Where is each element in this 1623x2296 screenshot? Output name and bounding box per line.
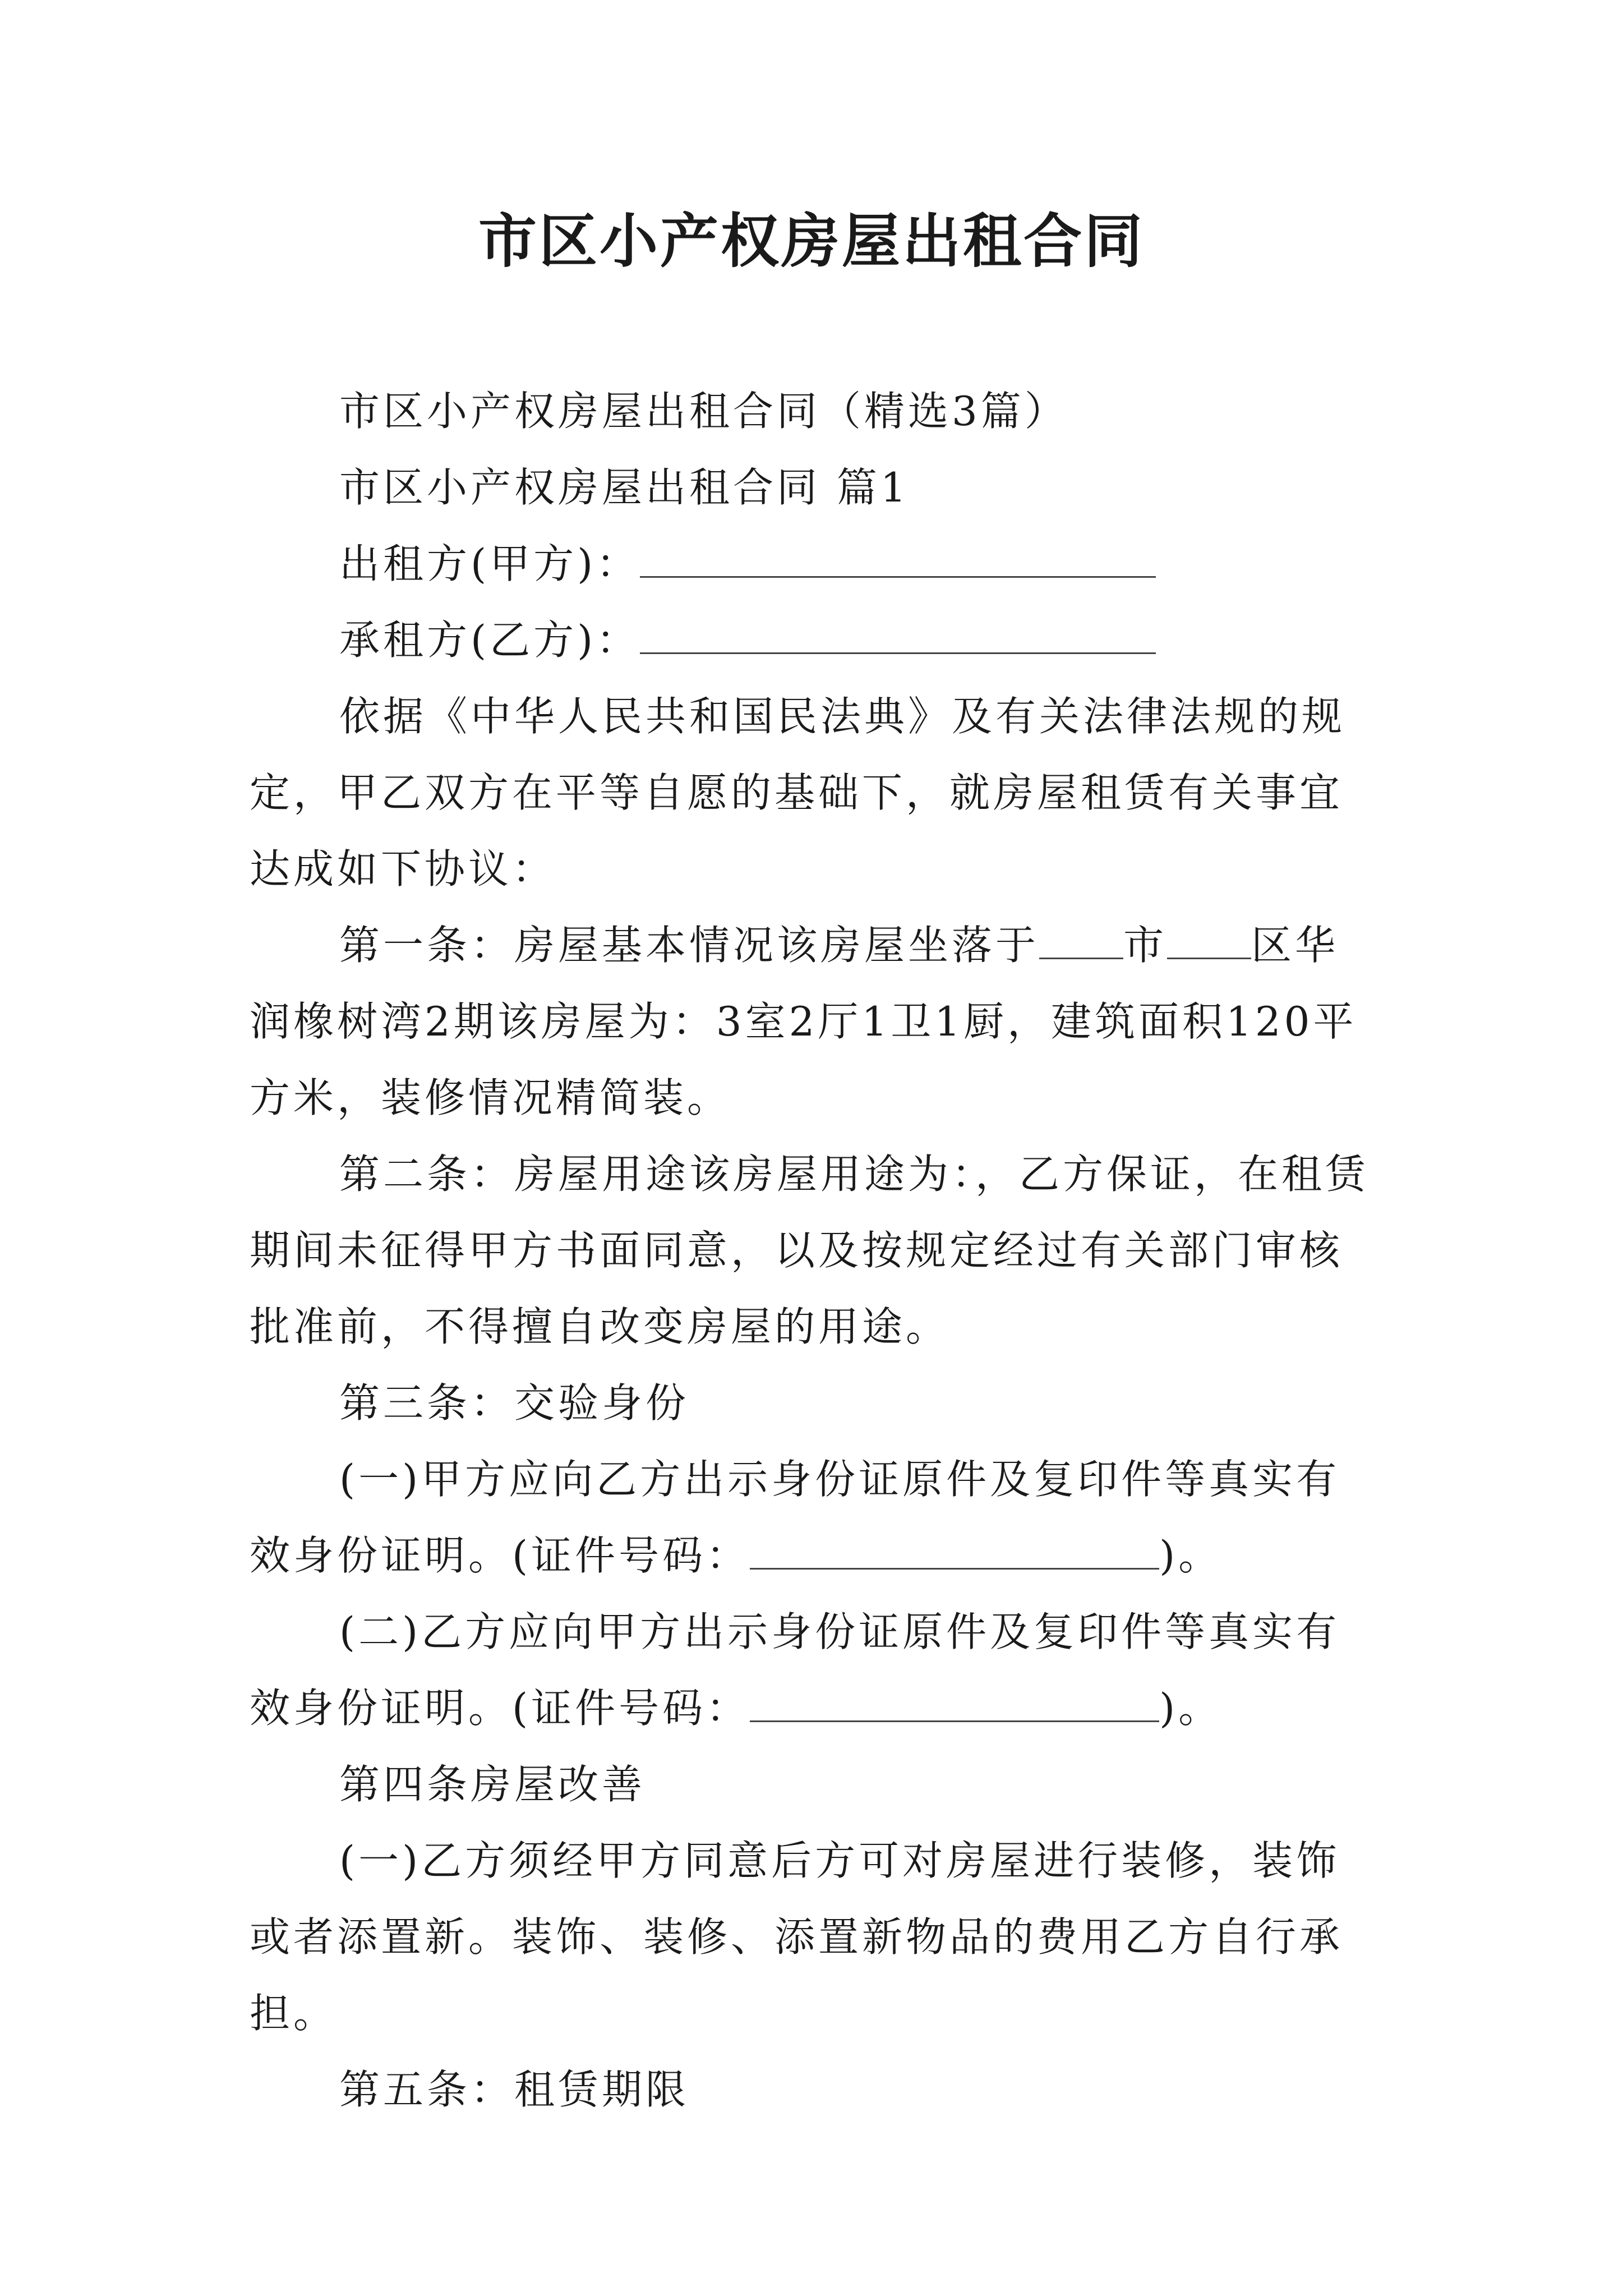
article-4-title: 第四条房屋改善 bbox=[339, 1761, 646, 1808]
article-1-city: 市 bbox=[1123, 922, 1168, 969]
party-b-blank bbox=[640, 616, 1156, 654]
article-1-rest: 区华润橡树湾2期该房屋为：3室2厅1卫1厨，建筑面积120平方米，装修情况精简装。 bbox=[250, 922, 1357, 1121]
article-2: 第二条：房屋用途该房屋用途为：，乙方保证，在租赁期间未征得甲方书面同意，以及按规定经过有关部门审核批准前，不得擅自改变房屋的用途。 bbox=[250, 1151, 1370, 1350]
party-a-line bbox=[250, 526, 1382, 602]
party-a-label: 出租方(甲方)： bbox=[339, 540, 640, 587]
party-b-label: 承租方(乙方)： bbox=[339, 616, 640, 664]
article-3-item-1 bbox=[250, 1441, 1382, 1594]
city-blank bbox=[1039, 922, 1123, 959]
article-3-title: 第三条：交验身份 bbox=[339, 1379, 690, 1427]
document-title: 市区小产权房屋出租合同 bbox=[478, 206, 1145, 275]
article-4-item-1: (一)乙方须经甲方同意后方可对房屋进行装修，装饰或者添置新。装饰、装修、添置新物品的费用乙方自行承担。 bbox=[250, 1837, 1344, 2037]
article-5-title: 第五条：租赁期限 bbox=[339, 2066, 690, 2113]
party-a-blank bbox=[640, 540, 1156, 578]
article-1-prefix: 第一条：房屋基本情况该房屋坐落于 bbox=[339, 922, 1040, 969]
article-3-item-2-text: (二)乙方应向甲方出示身份证原件及复印件等真实有效身份证明。(证件号码： bbox=[250, 1608, 1340, 1732]
party-b-line bbox=[250, 602, 1382, 678]
id-number-blank-a bbox=[750, 1532, 1159, 1570]
article-3-item-1-suffix: )。 bbox=[1159, 1532, 1223, 1579]
section-heading: 市区小产权房屋出租合同 篇1 bbox=[339, 464, 910, 511]
id-number-blank-b bbox=[750, 1685, 1159, 1722]
article-3-item-2 bbox=[250, 1594, 1382, 1746]
article-1 bbox=[250, 907, 1382, 1136]
document-body bbox=[250, 373, 1382, 2128]
article-3-item-2-suffix: )。 bbox=[1159, 1685, 1223, 1732]
article-3-item-1-text: (一)甲方应向乙方出示身份证原件及复印件等真实有效身份证明。(证件号码： bbox=[250, 1456, 1340, 1579]
district-blank bbox=[1167, 922, 1251, 959]
document-subtitle: 市区小产权房屋出租合同（精选3篇） bbox=[339, 388, 1068, 435]
intro-paragraph: 依据《中华人民共和国民法典》及有关法律法规的规定，甲乙双方在平等自愿的基础下，就房屋租赁有关事宜达成如下协议： bbox=[250, 693, 1346, 892]
